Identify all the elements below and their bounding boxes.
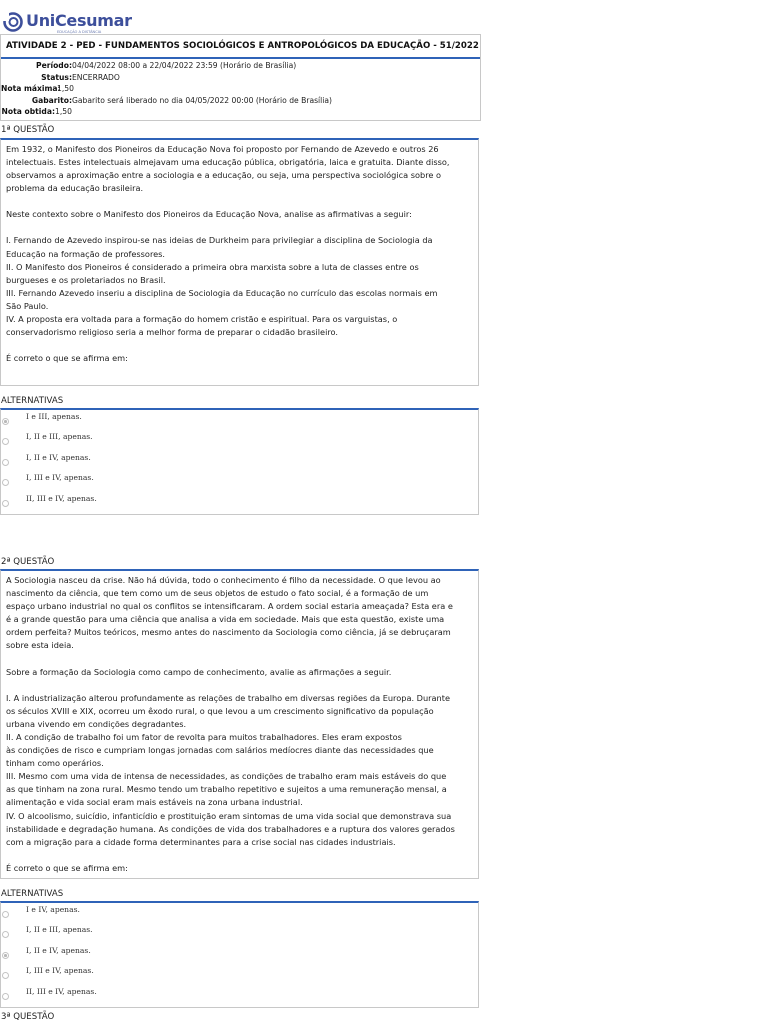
alternative-option[interactable] xyxy=(1,985,478,1005)
paragraph-gap xyxy=(6,195,473,208)
radio-button[interactable] xyxy=(2,479,9,486)
question-3-label: 3ª QUESTÃO xyxy=(1,1012,55,1022)
activity-header xyxy=(0,34,481,121)
question-2-text xyxy=(1,571,478,875)
alternative-text: I, III e IV, apenas. xyxy=(26,473,94,483)
statement-line: I. A industrialização alterou profundamente as relações de trabalho em diversas regiões da Europa. Durante xyxy=(6,692,450,703)
statement-line: A Sociologia nasceu da crise. Não há dúvida, todo o conhecimento é filho da necessidade. O que levou ao xyxy=(6,575,441,585)
brand-name: UniCesumar xyxy=(26,11,132,30)
radio-button[interactable] xyxy=(2,931,9,938)
alternative-text: I, III e IV, apenas. xyxy=(26,966,94,976)
statement-line: espaço urbano industrial no qual os conflitos se intensificaram. A ordem social estaria ameaçada? Esta era e xyxy=(6,601,453,612)
info-value: 1,50 xyxy=(57,84,74,94)
alternative-option[interactable] xyxy=(1,451,478,471)
info-value: 1,50 xyxy=(55,107,72,117)
statement-line: às condições de risco e cumpriam longas jornadas com salários medíocres diante das necessidades que xyxy=(6,745,434,756)
unicesumar-logo xyxy=(3,10,132,34)
statement-line: IV. O alcoolismo, suicídio, infanticídio e prostituição eram sintomas de uma vida social que demonstrava sua xyxy=(6,810,452,821)
statement-line: Sobre a formação da Sociologia como campo de conhecimento, avalie as afirmações a seguir. xyxy=(6,666,392,677)
statement-line: observamos a aproximação entre a sociologia e a educação, ou seja, uma perspectiva sociológica sobre o xyxy=(6,170,442,181)
statement-line: É correto o que se afirma em: xyxy=(6,353,128,364)
statement-line: Em 1932, o Manifesto dos Pioneiros da Educação Nova foi proposto por Fernando de Azevedo e outros 26 xyxy=(6,144,439,154)
statement-line: nascimento da ciência, que tem como um de seus objetos de estudo o fato social, é a formação de um xyxy=(6,588,429,599)
alternative-option[interactable] xyxy=(1,410,478,430)
radio-button[interactable] xyxy=(2,500,9,507)
paragraph-gap xyxy=(6,679,473,692)
alternative-text: I, II e III, apenas. xyxy=(26,925,93,935)
statement-line: problema da educação brasileira. xyxy=(6,183,144,194)
info-row-obtained-grade xyxy=(1,106,480,118)
alternative-option[interactable] xyxy=(1,944,478,964)
alternative-option[interactable] xyxy=(1,903,478,923)
statement-line: os séculos XVIII e XIX, ocorreu um êxodo rural, o que levou a um crescimento significativo da população xyxy=(6,705,434,716)
alternative-text: II, III e IV, apenas. xyxy=(26,493,97,503)
radio-button[interactable] xyxy=(2,911,9,918)
unicesumar-logo-icon xyxy=(3,12,23,32)
statement-line: III. Mesmo com uma vida de intensa de necessidades, as condições de trabalho eram mais estáveis do que xyxy=(6,771,447,782)
statement-line: É correto o que se afirma em: xyxy=(6,862,128,873)
paragraph-gap xyxy=(6,653,473,666)
statement-line: instabilidade e degradação humana. As condições de vida dos trabalhadores e a ruptura dos valores gerados xyxy=(6,823,455,834)
statement-line: burgueses e os proletariados no Brasil. xyxy=(6,274,166,285)
paragraph-gap xyxy=(6,221,473,234)
activity-title: ATIVIDADE 2 - PED - FUNDAMENTOS SOCIOLÓGICOS E ANTROPOLÓGICOS DA EDUCAÇÃO - 51/2022 xyxy=(1,35,480,59)
radio-selected[interactable] xyxy=(2,418,9,425)
alternative-option[interactable] xyxy=(1,492,478,512)
radio-button[interactable] xyxy=(2,972,9,979)
info-label: Período: xyxy=(36,61,72,70)
alternative-text: I, II e III, apenas. xyxy=(26,432,93,442)
statement-line: I. Fernando de Azevedo inspirou-se nas ideias de Durkheim para privilegiar a disciplina de Sociologia da xyxy=(6,235,433,246)
alternative-text: I e III, apenas. xyxy=(26,412,82,421)
question-1-alternatives-label: ALTERNATIVAS xyxy=(1,396,64,406)
radio-button[interactable] xyxy=(2,993,9,1000)
statement-line: III. Fernando Azevedo inseriu a disciplina de Sociologia da Educação no currículo das escolas normais em xyxy=(6,287,438,298)
statement-line: com a migração para a cidade forma determinantes para a crise social nas cidades industriais. xyxy=(6,836,396,847)
question-2-label: 2ª QUESTÃO xyxy=(1,557,55,567)
info-value: ENCERRADO xyxy=(72,72,120,82)
info-row-answer-key xyxy=(1,95,480,107)
info-label: Nota máxima: xyxy=(1,84,61,94)
info-label: Nota obtida: xyxy=(1,107,55,117)
statement-line: tinham como operários. xyxy=(6,758,104,769)
question-1-text xyxy=(1,140,478,365)
paragraph-gap xyxy=(6,339,473,352)
statement-line: II. A condição de trabalho foi um fator de revolta para muitos trabalhadores. Eles eram expostos xyxy=(6,731,402,742)
radio-button[interactable] xyxy=(2,438,9,445)
statement-line: ordem perfeita? Muitos teóricos, mesmo antes do nascimento da Sociologia como ciência, já se debruçaram xyxy=(6,627,451,638)
question-1-label: 1ª QUESTÃO xyxy=(1,125,55,135)
activity-info xyxy=(1,59,480,120)
statement-line: é a grande questão para uma ciência que analisa a vida em sociedade. Mais que esta questão, existe uma xyxy=(6,614,445,625)
alternative-text: I, II e IV, apenas. xyxy=(26,452,91,462)
alternative-text: II, III e IV, apenas. xyxy=(26,986,97,996)
info-row-status xyxy=(1,72,480,84)
radio-button[interactable] xyxy=(2,459,9,466)
statement-line: sobre esta ideia. xyxy=(6,640,74,651)
statement-line: São Paulo. xyxy=(6,300,49,311)
alternative-text: I e IV, apenas. xyxy=(26,905,80,914)
question-2-alternatives-label: ALTERNATIVAS xyxy=(1,889,64,899)
statement-line: as que tinham na zona rural. Mesmo tendo um trabalho repetitivo e sujeitos a uma remuneração mensal, a xyxy=(6,784,447,795)
statement-line: intelectuais. Estes intelectuais almejavam uma educação pública, obrigatória, laica e gratuita. Diante disso, xyxy=(6,157,450,168)
brand-tagline: EDUCAÇÃO A DISTÂNCIA xyxy=(57,30,102,34)
statement-line: conservadorismo religioso seria a melhor forma de preparar o cidadão brasileiro. xyxy=(6,327,339,338)
statement-line: Educação na formação de professores. xyxy=(6,248,166,259)
info-label: Status: xyxy=(41,72,72,82)
info-row-period xyxy=(1,60,480,72)
statement-line: urbana vivendo em condições degradantes. xyxy=(6,718,187,729)
question-1-alternatives xyxy=(0,408,479,515)
question-2-alternatives xyxy=(0,901,479,1008)
radio-selected[interactable] xyxy=(2,952,9,959)
info-value: Gabarito será liberado no dia 04/05/2022 00:00 (Horário de Brasília) xyxy=(72,95,332,105)
info-row-max-grade xyxy=(1,83,480,95)
info-value: 04/04/2022 08:00 a 22/04/2022 23:59 (Horário de Brasília) xyxy=(72,61,297,70)
alternative-text: I, II e IV, apenas. xyxy=(26,945,91,955)
statement-line: IV. A proposta era voltada para a formação do homem cristão e espiritual. Para os varguistas, o xyxy=(6,314,398,325)
alternative-option[interactable] xyxy=(1,964,478,984)
alternative-option[interactable] xyxy=(1,471,478,491)
alternative-option[interactable] xyxy=(1,923,478,943)
question-2-statement xyxy=(0,569,479,879)
statement-line: alimentação e vida social eram mais estáveis na zona urbana industrial. xyxy=(6,797,303,808)
info-label: Gabarito: xyxy=(31,95,72,105)
statement-line: Neste contexto sobre o Manifesto dos Pioneiros da Educação Nova, analise as afirmativas a seguir: xyxy=(6,209,412,220)
alternative-option[interactable] xyxy=(1,430,478,450)
question-1-statement xyxy=(0,138,479,386)
statement-line: II. O Manifesto dos Pioneiros é considerado a primeira obra marxista sobre a luta de classes entre os xyxy=(6,261,419,272)
paragraph-gap xyxy=(6,849,473,862)
